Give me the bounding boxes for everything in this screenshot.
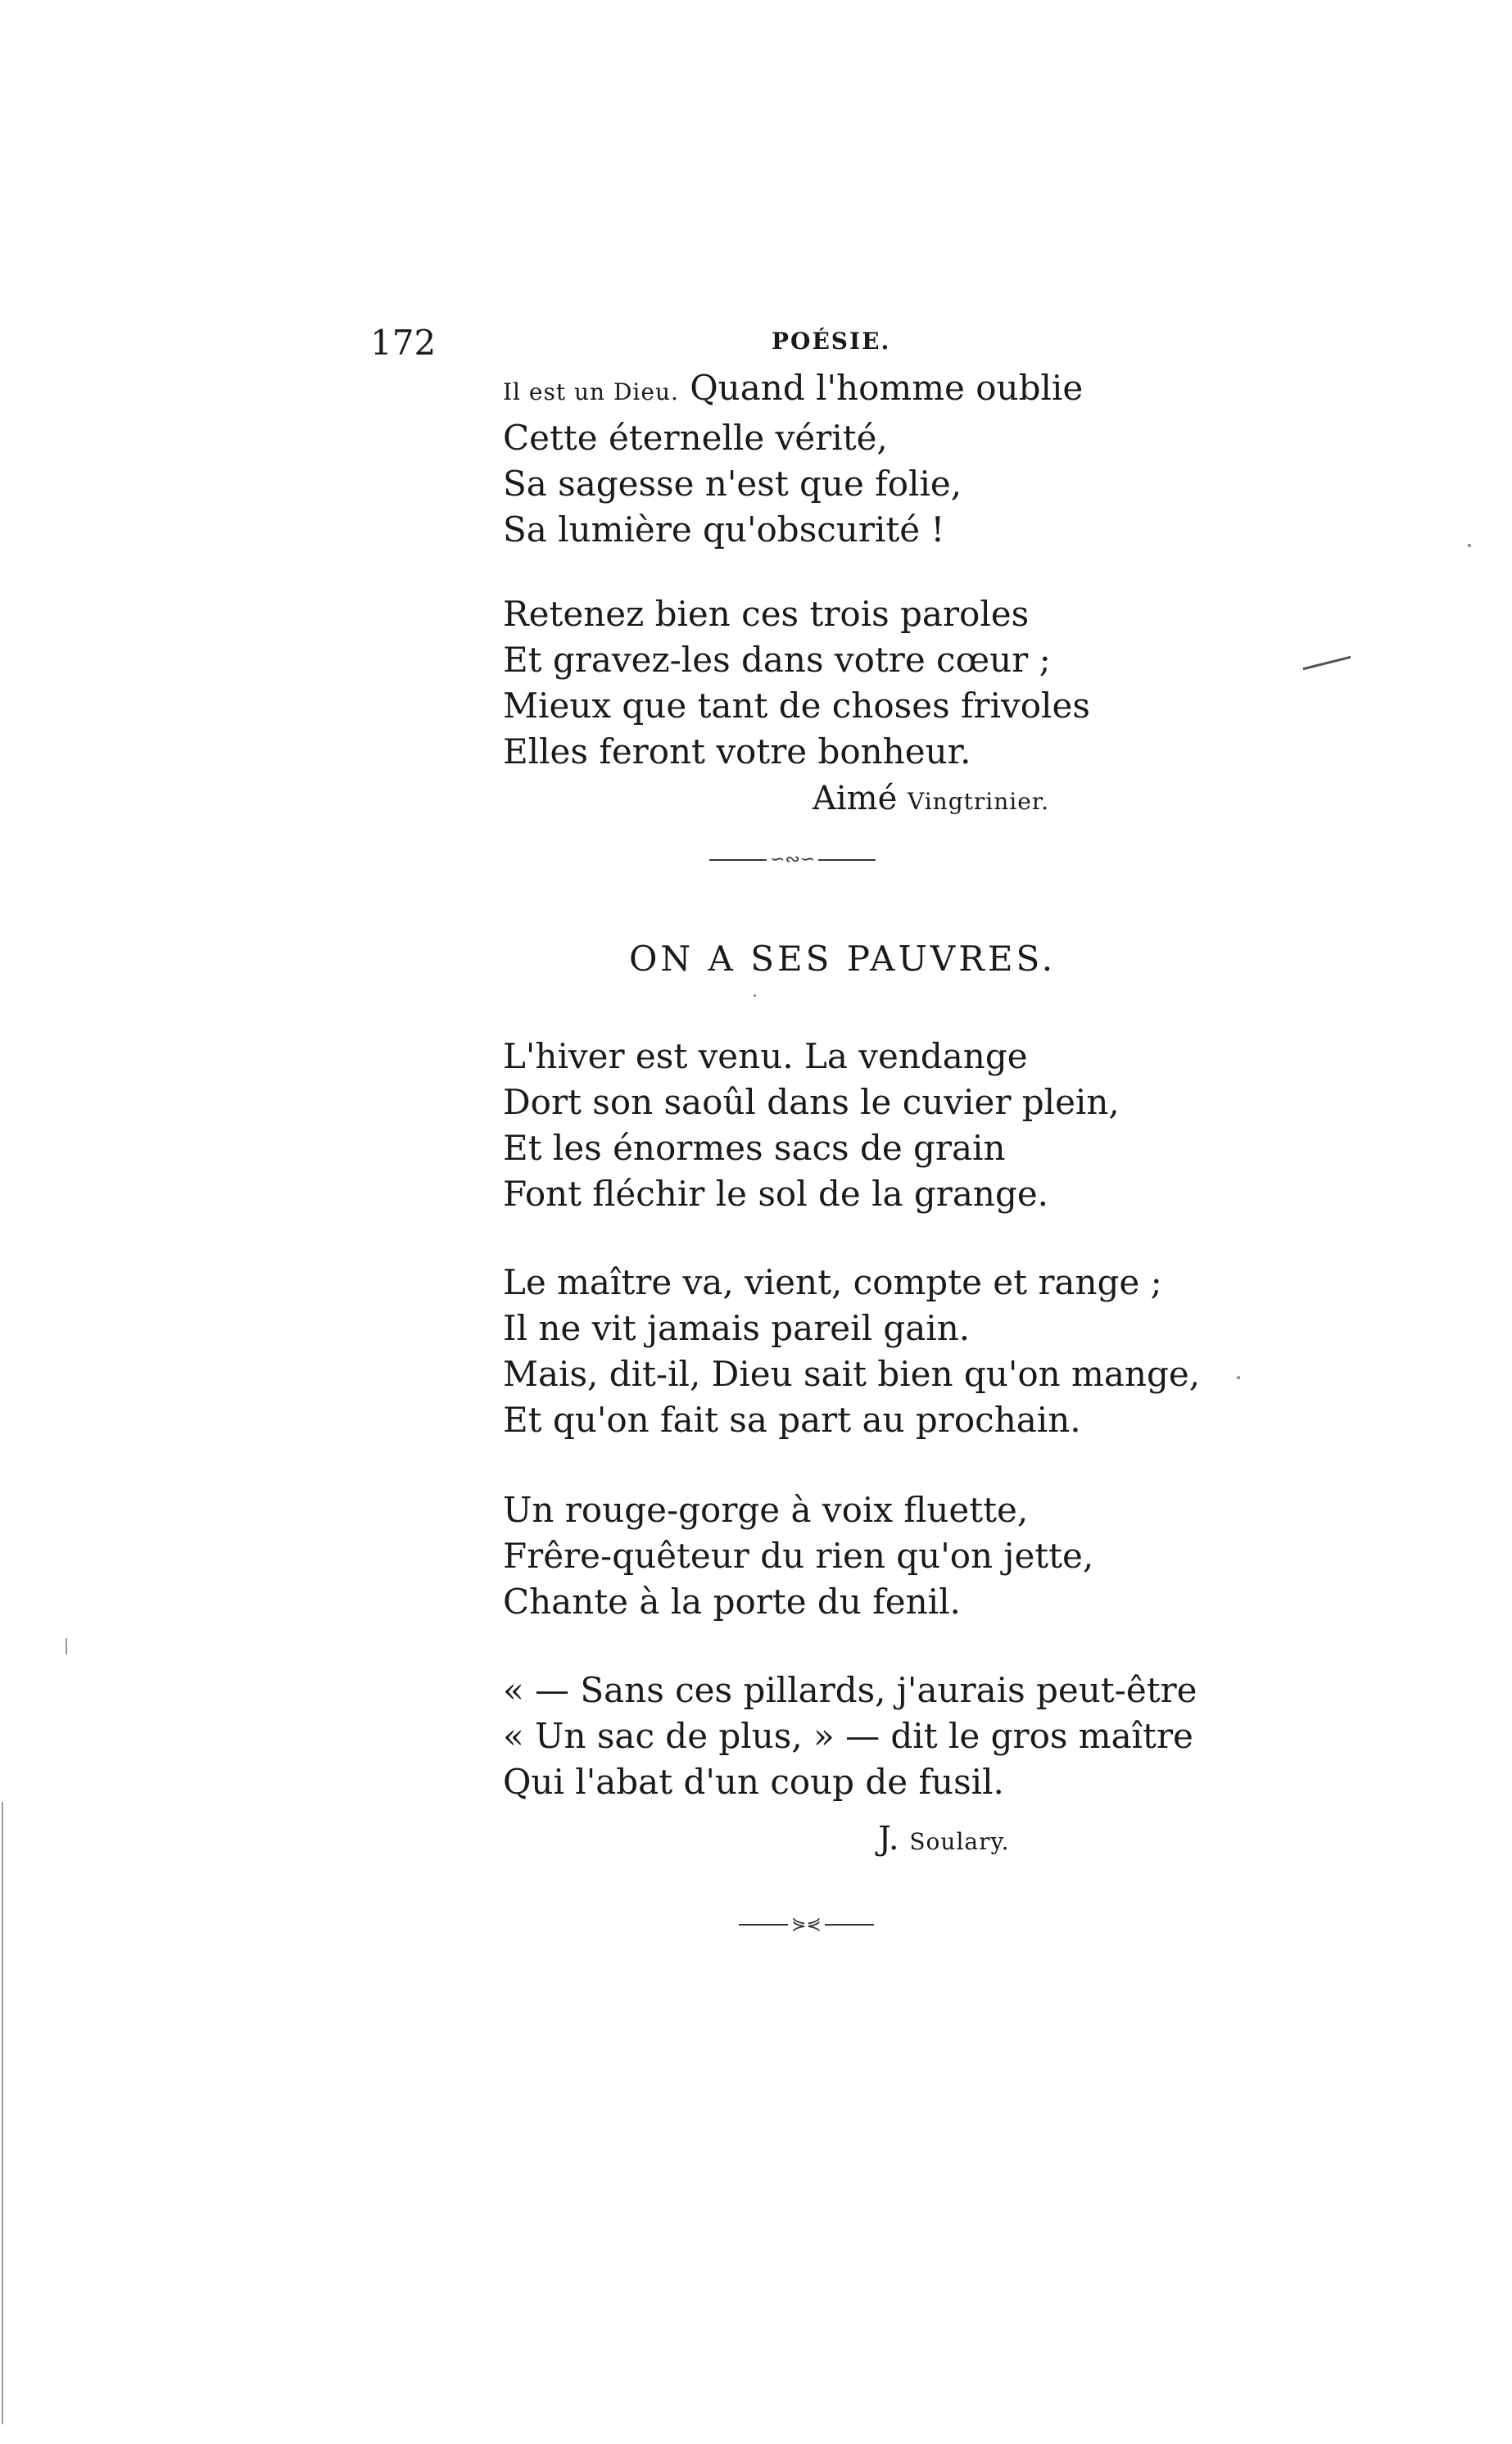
poem-line: Sa lumière qu'obscurité ! bbox=[503, 509, 945, 550]
poem-line: Frêre-quêteur du rien qu'on jette, bbox=[503, 1536, 1094, 1576]
opening-smallcaps: Il est un Dieu. bbox=[503, 378, 679, 405]
running-title: POÉSIE. bbox=[772, 328, 891, 355]
ornament-glyph: ⋟⋞ bbox=[791, 1914, 822, 1935]
poem-line bbox=[503, 365, 1083, 415]
poem-line: Dort son saoûl dans le cuvier plein, bbox=[503, 1082, 1120, 1122]
scan-edge-line bbox=[66, 1638, 67, 1654]
poem-line: Sa sagesse n'est que folie, bbox=[503, 464, 962, 504]
poem-line: Et qu'on fait sa part au prochain. bbox=[503, 1400, 1081, 1440]
poem2-stanza-2 bbox=[503, 1260, 1200, 1443]
poem2-title: ON A SES PAUVRES. bbox=[629, 939, 1057, 979]
poem-line: « Un sac de plus, » — dit le gros maître bbox=[503, 1716, 1193, 1756]
author-last-name: Soulary. bbox=[909, 1828, 1010, 1855]
ornament-divider-1 bbox=[709, 849, 876, 870]
author-first-name: J. bbox=[878, 1820, 899, 1858]
ornament-divider-2 bbox=[739, 1914, 874, 1935]
poem-line: Retenez bien ces trois paroles bbox=[503, 594, 1030, 634]
poem2-stanza-3 bbox=[503, 1487, 1093, 1625]
scan-speck bbox=[1237, 1376, 1240, 1379]
poem-line: Il ne vit jamais pareil gain. bbox=[503, 1308, 971, 1348]
ornament-glyph: ∽∾∽ bbox=[770, 849, 816, 870]
poem-line: Un rouge-gorge à voix fluette, bbox=[503, 1490, 1029, 1530]
scan-speck bbox=[1468, 544, 1471, 547]
poem2-signature bbox=[878, 1820, 1009, 1858]
poem-line: Et gravez-les dans votre cœur ; bbox=[503, 640, 1051, 680]
poem-line: Elles feront votre bonheur. bbox=[503, 731, 971, 772]
poem-line: Chante à la porte du fenil. bbox=[503, 1582, 961, 1622]
poem-line: Font fléchir le sol de la grange. bbox=[503, 1174, 1049, 1214]
poem-line: Qui l'abat d'un coup de fusil. bbox=[503, 1762, 1004, 1802]
poem-line: Cette éternelle vérité, bbox=[503, 418, 888, 458]
page-number: 172 bbox=[370, 323, 437, 363]
poem2-stanza-1 bbox=[503, 1034, 1120, 1217]
poem-line: L'hiver est venu. La vendange bbox=[503, 1036, 1028, 1076]
scan-speck bbox=[754, 994, 756, 997]
scan-mark bbox=[1303, 656, 1351, 670]
poem1-stanza-1 bbox=[503, 365, 1083, 553]
poem-line: Et les énormes sacs de grain bbox=[503, 1128, 1006, 1168]
poem-line-text: Quand l'homme oublie bbox=[690, 368, 1084, 408]
poem-line: Mieux que tant de choses frivoles bbox=[503, 686, 1090, 726]
poem-line: Le maître va, vient, compte et range ; bbox=[503, 1262, 1162, 1302]
poem1-signature bbox=[813, 780, 1049, 817]
author-first-name: Aimé bbox=[813, 780, 898, 817]
author-last-name: Vingtrinier. bbox=[908, 788, 1049, 815]
poem-line: Mais, dit-il, Dieu sait bien qu'on mange, bbox=[503, 1354, 1201, 1394]
scan-edge-line bbox=[2, 1802, 3, 2424]
poem-line: « — Sans ces pillards, j'aurais peut-être bbox=[503, 1670, 1197, 1710]
poem1-stanza-2 bbox=[503, 591, 1090, 775]
poem2-stanza-4 bbox=[503, 1668, 1197, 1805]
